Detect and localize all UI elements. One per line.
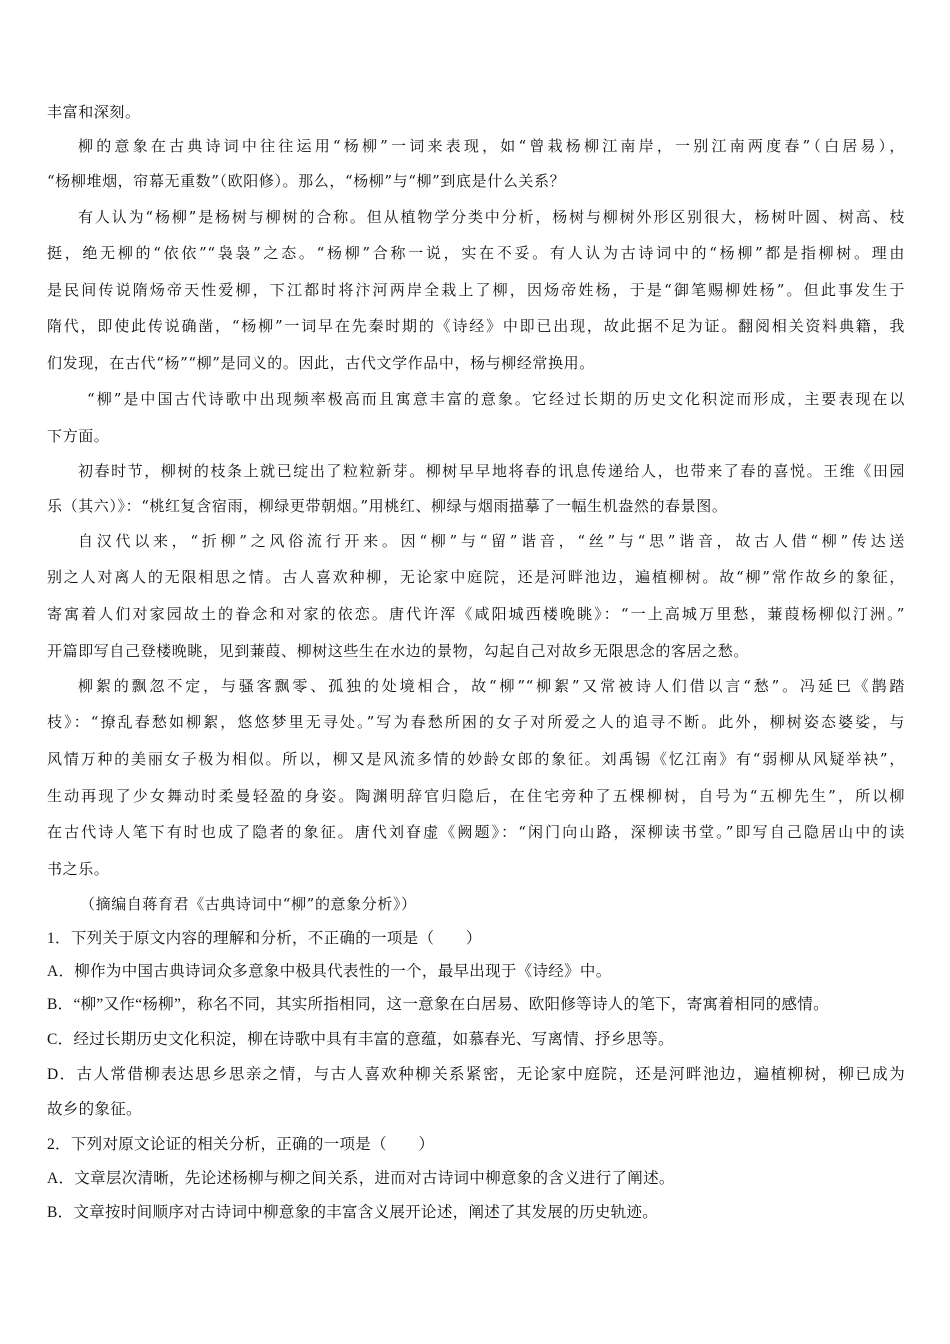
- text-line: 风情万种的美丽女子极为相似。所以，柳又是风流多情的妙龄女郎的象征。刘禹锡《忆江南》有“弱柳从风疑举袂”，: [47, 750, 905, 768]
- question-1-option-b: B．“柳”又作“杨柳”，称名不同，其实所指相同，这一意象在白居易、欧阳修等诗人的笔下，寄寓着相同的感情。: [47, 996, 829, 1013]
- text-line: 开篇即写自己登楼晚眺，见到蒹葭、柳树这些生在水边的景物，勾起自己对故乡无限思念的客居之愁。: [47, 642, 750, 660]
- text-line: 挺，绝无柳的“依依”“袅袅”之态。“杨柳”合称一说，实在不妥。有人认为古诗词中的“杨柳”都是指柳树。理由: [47, 244, 905, 262]
- question-2-option-a: A．文章层次清晰，先论述杨柳与柳之间关系，进而对古诗词中柳意象的含义进行了阐述。: [47, 1170, 675, 1187]
- question-2-option-b: B．文章按时间顺序对古诗词中柳意象的丰富含义展开论述，阐述了其发展的历史轨迹。: [47, 1204, 659, 1221]
- text-line: 乐（其六）》：“桃红复含宿雨，柳绿更带朝烟。”用桃红、柳绿与烟雨描摹了一幅生机盎然的春景图。: [47, 497, 728, 515]
- question-1-stem: 1．下列关于原文内容的理解和分析，不正确的一项是（ ）: [47, 930, 482, 947]
- text-line: 寄寓着人们对家园故土的眷念和对家的依恋。唐代许浑《咸阳城西楼晚眺》：“一上高城万里愁，蒹葭杨柳似汀洲。”: [47, 605, 905, 623]
- text-line: 是民间传说隋炀帝天性爱柳，下江都时将汴河两岸全栽上了柳，因炀帝姓杨，于是“御笔赐柳姓杨”。但此事发生于: [47, 281, 905, 299]
- text-line: 书之乐。: [47, 860, 110, 878]
- text-line: 丰富和深刻。: [47, 103, 141, 121]
- question-1-option-d-cont: 故乡的象征。: [47, 1101, 142, 1118]
- text-line: “柳”是中国古代诗歌中出现频率极高而且寓意丰富的意象。它经过长期的历史文化积淀而形成，主要表现在以: [87, 390, 905, 408]
- text-line: 下方面。: [47, 427, 110, 445]
- text-line: 枝》：“撩乱春愁如柳絮，悠悠梦里无寻处。”写为春愁所困的女子对所爱之人的追寻不断。此外，柳树姿态婆娑，与: [47, 713, 905, 731]
- text-line: 生动再现了少女舞动时柔曼轻盈的身姿。陶渊明辞官归隐后，在住宅旁种了五棵柳树，自号为“五柳先生”，所以柳: [47, 787, 905, 805]
- question-1-option-d: D．古人常借柳表达思乡思亲之情，与古人喜欢种柳关系紧密，无论家中庭院，还是河畔池边，遍植柳树，柳已成为: [47, 1066, 905, 1083]
- text-line: 隋代，即使此传说确凿，“杨柳”一词早在先秦时期的《诗经》中即已出现，故此据不足为证。翻阅相关资料典籍，我: [47, 317, 905, 335]
- text-line: “杨柳堆烟，帘幕无重数”（欧阳修）。那么，“杨柳”与“柳”到底是什么关系？: [47, 172, 566, 190]
- question-1-option-c: C．经过长期历史文化积淀，柳在诗歌中具有丰富的意蕴，如慕春光、写离情、抒乡思等。: [47, 1031, 674, 1048]
- text-line: 有人认为“杨柳”是杨树与柳树的合称。但从植物学分类中分析，杨树与柳树外形区别很大，杨树叶圆、树高、枝: [78, 208, 905, 226]
- text-line: 们发现，在古代“杨”“柳”是同义的。因此，古代文学作品中，杨与柳经常换用。: [47, 354, 595, 372]
- source-citation: （摘编自蒋育君《古典诗词中“柳”的意象分析》）: [80, 895, 417, 913]
- text-line: 初春时节，柳树的枝条上就已绽出了粒粒新芽。柳树早早地将春的讯息传递给人，也带来了春的喜悦。王维《田园: [78, 462, 905, 480]
- question-1-option-a: A．柳作为中国古典诗词众多意象中极具代表性的一个，最早出现于《诗经》中。: [47, 963, 612, 980]
- text-line: 柳的意象在古典诗词中往往运用“杨柳”一词来表现，如“曾栽杨柳江南岸，一别江南两度春”（白居易），: [78, 137, 905, 155]
- text-line: 别之人对离人的无限相思之情。古人喜欢种柳，无论家中庭院，还是河畔池边，遍植柳树。故“柳”常作故乡的象征，: [47, 568, 905, 586]
- text-line: 自汉代以来，“折柳”之风俗流行开来。因“柳”与“留”谐音，“丝”与“思”谐音，故古人借“柳”传达送: [78, 532, 905, 550]
- question-2-stem: 2．下列对原文论证的相关分析，正确的一项是（ ）: [47, 1136, 435, 1153]
- text-line: 柳絮的飘忽不定，与骚客飘零、孤独的处境相合，故“柳”“柳絮”又常被诗人们借以言“愁”。冯延巳《鹊踏: [78, 677, 905, 695]
- text-line: 在古代诗人笔下有时也成了隐者的象征。唐代刘眘虚《阙题》：“闲门向山路，深柳读书堂。”即写自己隐居山中的读: [47, 823, 905, 841]
